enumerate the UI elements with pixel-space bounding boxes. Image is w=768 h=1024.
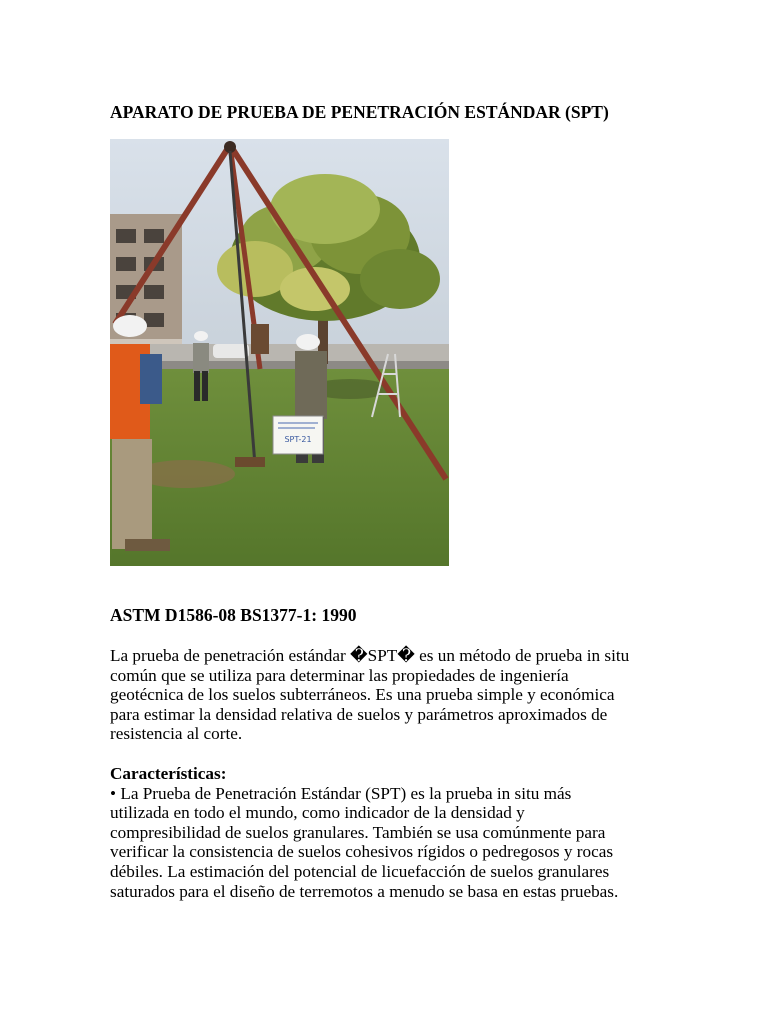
features-line: compresibilidad de suelos granulares. También se usa comúnmente para xyxy=(110,822,606,842)
features-line: utilizada en todo el mundo, como indicador de la densidad y xyxy=(110,803,525,823)
intro-line: geotécnica de los suelos subterráneos. Es una prueba simple y económica xyxy=(110,685,615,705)
car xyxy=(213,344,249,358)
features-line: • La Prueba de Penetración Estándar (SPT) es la prueba in situ más xyxy=(110,783,572,803)
page-title: APARATO DE PRUEBA DE PENETRACIÓN ESTÁNDAR (SPT) xyxy=(110,102,609,122)
intro-line: resistencia al corte. xyxy=(110,724,243,744)
sign-label: SPT-21 xyxy=(284,435,312,444)
intro-line: para estimar la densidad relativa de suelos y parámetros aproximados de xyxy=(110,704,608,724)
sample-sign xyxy=(273,416,323,454)
features-line: verificar la consistencia de suelos cohesivos rígidos o pedregosos y rocas xyxy=(110,842,614,862)
spt-apparatus-photo xyxy=(110,139,449,566)
features-heading: Características: xyxy=(110,764,227,783)
features-section xyxy=(110,764,655,901)
features-line: débiles. La estimación del potencial de licuefacción de suelos granulares xyxy=(110,861,610,881)
intro-paragraph xyxy=(110,646,655,744)
features-line: saturados para el diseño de terremotos a menudo se basa en estas pruebas. xyxy=(110,881,619,901)
intro-line: común que se utiliza para determinar las propiedades de ingeniería xyxy=(110,665,569,685)
intro-line: La prueba de penetración estándar �SPT� es un método de prueba in situ xyxy=(110,646,630,665)
standard-reference: ASTM D1586-08 BS1377-1: 1990 xyxy=(110,605,357,625)
